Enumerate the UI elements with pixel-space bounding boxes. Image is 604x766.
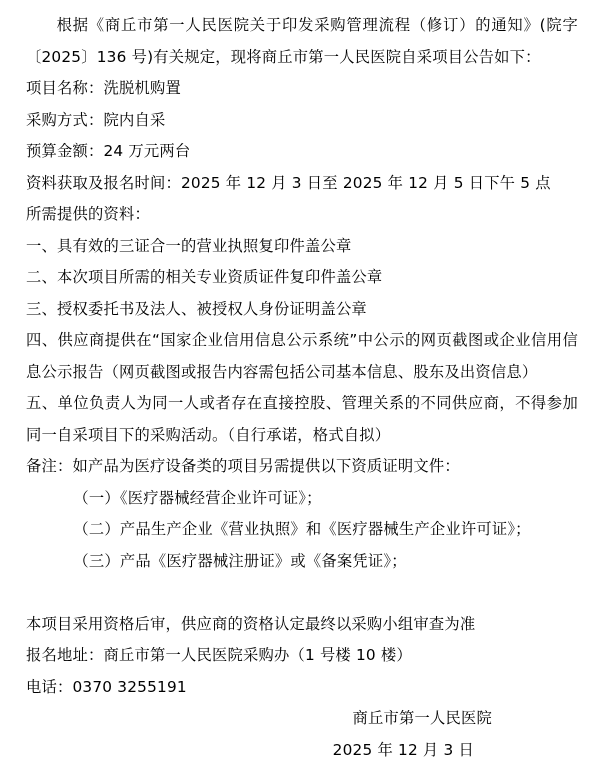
intro-paragraph: 根据《商丘市第一人民医院关于印发采购管理流程（修订）的通知》(院字〔2025〕136 号)有关规定，现将商丘市第一人民医院自采项目公告如下： bbox=[26, 10, 578, 73]
signature-date: 2025 年 12 月 3 日 bbox=[26, 735, 492, 766]
closing-address: 报名地址：商丘市第一人民医院采购办（1 号楼 10 楼） bbox=[26, 640, 578, 672]
closing-review-note: 本项目采用资格后审，供应商的资格认定最终以采购小组审查为准 bbox=[26, 609, 578, 641]
field-registration-time: 资料获取及报名时间：2025 年 12 月 3 日至 2025 年 12 月 5 日下午 5 点 bbox=[26, 168, 578, 200]
note-item-1: （一）《医疗器械经营企业许可证》； bbox=[26, 483, 578, 515]
field-purchase-method: 采购方式：院内自采 bbox=[26, 105, 578, 137]
signature-organization: 商丘市第一人民医院 bbox=[26, 703, 492, 735]
note-item-2: （二）产品生产企业《营业执照》和《医疗器械生产企业许可证》； bbox=[26, 514, 578, 546]
field-project-name: 项目名称：洗脱机购置 bbox=[26, 73, 578, 105]
closing-phone: 电话：0370 3255191 bbox=[26, 672, 578, 704]
field-budget-amount: 预算金额：24 万元两台 bbox=[26, 136, 578, 168]
requirement-item-4: 四、供应商提供在“国家企业信用信息公示系统”中公示的网页截图或企业信用信息公示报告（网页截图或报告内容需包括公司基本信息、股东及出资信息） bbox=[26, 325, 578, 388]
field-materials-heading: 所需提供的资料： bbox=[26, 199, 578, 231]
signature-block bbox=[26, 703, 578, 766]
requirement-item-2: 二、本次项目所需的相关专业资质证件复印件盖公章 bbox=[26, 262, 578, 294]
blank-line-spacer bbox=[26, 577, 578, 609]
requirement-item-1: 一、具有效的三证合一的营业执照复印件盖公章 bbox=[26, 231, 578, 263]
requirement-item-3: 三、授权委托书及法人、被授权人身份证明盖公章 bbox=[26, 294, 578, 326]
requirement-item-5: 五、单位负责人为同一人或者存在直接控股、管理关系的不同供应商，不得参加同一自采项目下的采购活动。（自行承诺，格式自拟） bbox=[26, 388, 578, 451]
note-heading: 备注：如产品为医疗设备类的项目另需提供以下资质证明文件： bbox=[26, 451, 578, 483]
note-item-3: （三）产品《医疗器械注册证》或《备案凭证》； bbox=[26, 546, 578, 578]
